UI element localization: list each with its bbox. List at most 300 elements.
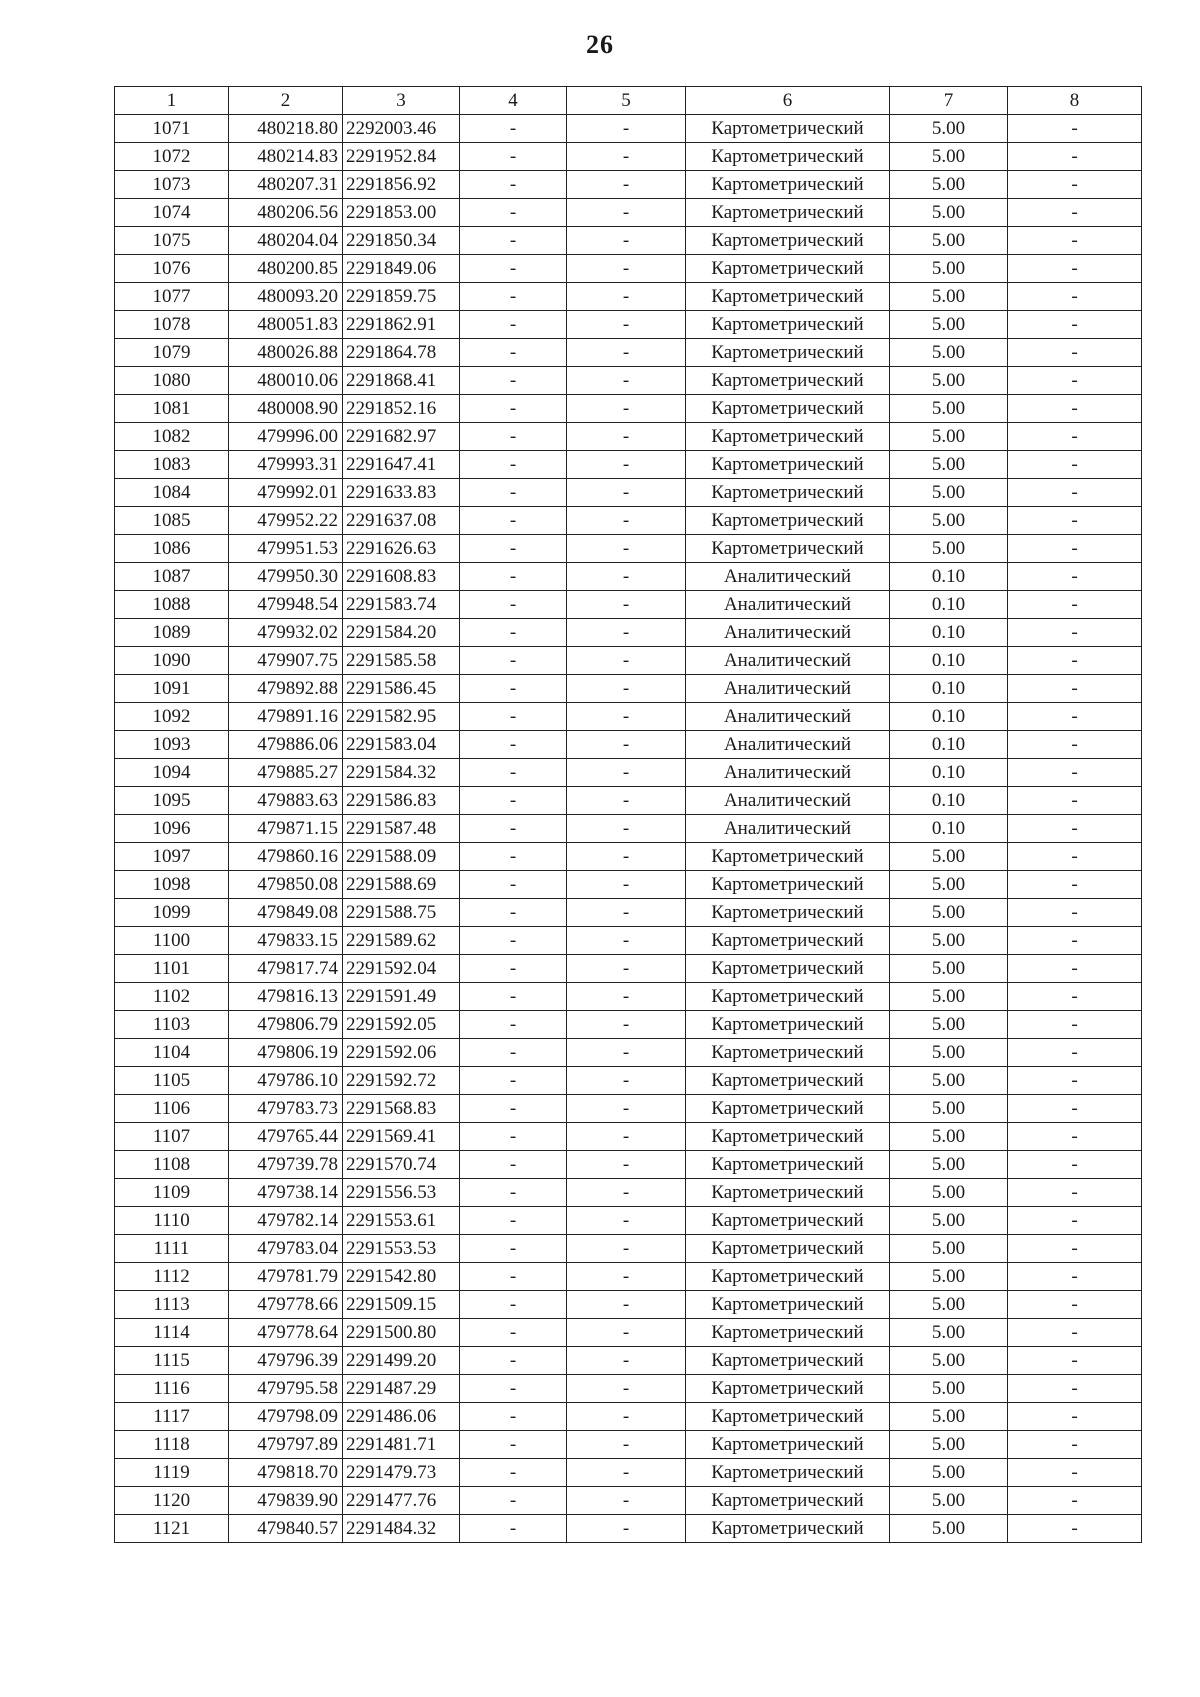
cell-y-coordinate: 2291583.74 bbox=[343, 591, 460, 619]
cell-col-4: - bbox=[460, 591, 567, 619]
cell-x-coordinate: 479996.00 bbox=[229, 423, 343, 451]
cell-accuracy: 0.10 bbox=[890, 759, 1008, 787]
cell-point-number: 1091 bbox=[115, 675, 229, 703]
cell-x-coordinate: 479817.74 bbox=[229, 955, 343, 983]
cell-x-coordinate: 480204.04 bbox=[229, 227, 343, 255]
cell-point-number: 1119 bbox=[115, 1459, 229, 1487]
cell-method: Картометрический bbox=[686, 171, 890, 199]
cell-y-coordinate: 2291626.63 bbox=[343, 535, 460, 563]
cell-col-8: - bbox=[1008, 1235, 1142, 1263]
table-row bbox=[115, 1487, 1142, 1515]
cell-method: Аналитический bbox=[686, 647, 890, 675]
cell-accuracy: 5.00 bbox=[890, 1095, 1008, 1123]
cell-col-8: - bbox=[1008, 423, 1142, 451]
cell-y-coordinate: 2291592.72 bbox=[343, 1067, 460, 1095]
cell-accuracy: 5.00 bbox=[890, 955, 1008, 983]
cell-method: Картометрический bbox=[686, 535, 890, 563]
cell-accuracy: 5.00 bbox=[890, 367, 1008, 395]
cell-col-8: - bbox=[1008, 1179, 1142, 1207]
cell-accuracy: 5.00 bbox=[890, 1207, 1008, 1235]
cell-y-coordinate: 2291584.32 bbox=[343, 759, 460, 787]
cell-col-5: - bbox=[567, 927, 686, 955]
cell-col-4: - bbox=[460, 871, 567, 899]
cell-method: Аналитический bbox=[686, 703, 890, 731]
table-row bbox=[115, 1347, 1142, 1375]
cell-method: Картометрический bbox=[686, 395, 890, 423]
table-row bbox=[115, 871, 1142, 899]
cell-col-4: - bbox=[460, 731, 567, 759]
cell-y-coordinate: 2291856.92 bbox=[343, 171, 460, 199]
cell-point-number: 1082 bbox=[115, 423, 229, 451]
cell-method: Картометрический bbox=[686, 367, 890, 395]
cell-accuracy: 5.00 bbox=[890, 1179, 1008, 1207]
cell-col-4: - bbox=[460, 1235, 567, 1263]
header-cell-method: 6 bbox=[686, 87, 890, 115]
cell-accuracy: 5.00 bbox=[890, 507, 1008, 535]
cell-method: Картометрический bbox=[686, 283, 890, 311]
cell-col-4: - bbox=[460, 1375, 567, 1403]
cell-col-8: - bbox=[1008, 731, 1142, 759]
cell-col-4: - bbox=[460, 1123, 567, 1151]
cell-col-5: - bbox=[567, 115, 686, 143]
cell-y-coordinate: 2291592.04 bbox=[343, 955, 460, 983]
cell-method: Картометрический bbox=[686, 1179, 890, 1207]
cell-x-coordinate: 479860.16 bbox=[229, 843, 343, 871]
cell-accuracy: 0.10 bbox=[890, 563, 1008, 591]
cell-method: Картометрический bbox=[686, 1095, 890, 1123]
cell-method: Картометрический bbox=[686, 955, 890, 983]
cell-col-5: - bbox=[567, 1207, 686, 1235]
cell-col-5: - bbox=[567, 1431, 686, 1459]
cell-col-5: - bbox=[567, 1403, 686, 1431]
cell-col-8: - bbox=[1008, 1207, 1142, 1235]
cell-y-coordinate: 2291633.83 bbox=[343, 479, 460, 507]
cell-accuracy: 5.00 bbox=[890, 423, 1008, 451]
cell-point-number: 1112 bbox=[115, 1263, 229, 1291]
cell-col-4: - bbox=[460, 311, 567, 339]
cell-point-number: 1073 bbox=[115, 171, 229, 199]
cell-col-8: - bbox=[1008, 675, 1142, 703]
cell-point-number: 1110 bbox=[115, 1207, 229, 1235]
cell-point-number: 1101 bbox=[115, 955, 229, 983]
cell-y-coordinate: 2291542.80 bbox=[343, 1263, 460, 1291]
cell-col-5: - bbox=[567, 1375, 686, 1403]
cell-method: Картометрический bbox=[686, 1235, 890, 1263]
cell-x-coordinate: 480026.88 bbox=[229, 339, 343, 367]
cell-x-coordinate: 480093.20 bbox=[229, 283, 343, 311]
cell-y-coordinate: 2291477.76 bbox=[343, 1487, 460, 1515]
cell-accuracy: 5.00 bbox=[890, 871, 1008, 899]
cell-x-coordinate: 480206.56 bbox=[229, 199, 343, 227]
header-cell-col-8: 8 bbox=[1008, 87, 1142, 115]
cell-accuracy: 5.00 bbox=[890, 199, 1008, 227]
cell-col-8: - bbox=[1008, 227, 1142, 255]
cell-col-5: - bbox=[567, 619, 686, 647]
cell-x-coordinate: 479948.54 bbox=[229, 591, 343, 619]
table-row bbox=[115, 1263, 1142, 1291]
cell-col-8: - bbox=[1008, 1011, 1142, 1039]
cell-col-5: - bbox=[567, 1291, 686, 1319]
cell-accuracy: 5.00 bbox=[890, 1123, 1008, 1151]
cell-method: Картометрический bbox=[686, 1319, 890, 1347]
cell-x-coordinate: 479886.06 bbox=[229, 731, 343, 759]
cell-col-5: - bbox=[567, 199, 686, 227]
table-row bbox=[115, 591, 1142, 619]
cell-y-coordinate: 2291952.84 bbox=[343, 143, 460, 171]
cell-col-8: - bbox=[1008, 1151, 1142, 1179]
cell-y-coordinate: 2291583.04 bbox=[343, 731, 460, 759]
cell-col-5: - bbox=[567, 507, 686, 535]
cell-col-5: - bbox=[567, 535, 686, 563]
cell-col-4: - bbox=[460, 1515, 567, 1543]
cell-col-8: - bbox=[1008, 1263, 1142, 1291]
cell-x-coordinate: 479797.89 bbox=[229, 1431, 343, 1459]
cell-col-8: - bbox=[1008, 171, 1142, 199]
cell-col-8: - bbox=[1008, 1459, 1142, 1487]
cell-accuracy: 5.00 bbox=[890, 1263, 1008, 1291]
cell-point-number: 1095 bbox=[115, 787, 229, 815]
cell-point-number: 1094 bbox=[115, 759, 229, 787]
cell-col-5: - bbox=[567, 955, 686, 983]
cell-method: Картометрический bbox=[686, 1487, 890, 1515]
cell-y-coordinate: 2291584.20 bbox=[343, 619, 460, 647]
cell-point-number: 1109 bbox=[115, 1179, 229, 1207]
cell-col-8: - bbox=[1008, 899, 1142, 927]
cell-point-number: 1081 bbox=[115, 395, 229, 423]
cell-col-8: - bbox=[1008, 1375, 1142, 1403]
cell-col-4: - bbox=[460, 1039, 567, 1067]
page-number: 26 bbox=[586, 30, 614, 59]
cell-col-5: - bbox=[567, 1319, 686, 1347]
cell-accuracy: 0.10 bbox=[890, 731, 1008, 759]
cell-col-8: - bbox=[1008, 255, 1142, 283]
cell-col-5: - bbox=[567, 647, 686, 675]
cell-col-5: - bbox=[567, 759, 686, 787]
cell-x-coordinate: 479783.04 bbox=[229, 1235, 343, 1263]
cell-accuracy: 5.00 bbox=[890, 1347, 1008, 1375]
cell-method: Картометрический bbox=[686, 115, 890, 143]
cell-x-coordinate: 479839.90 bbox=[229, 1487, 343, 1515]
cell-method: Картометрический bbox=[686, 479, 890, 507]
cell-col-4: - bbox=[460, 339, 567, 367]
cell-col-5: - bbox=[567, 227, 686, 255]
cell-method: Картометрический bbox=[686, 871, 890, 899]
cell-x-coordinate: 479782.14 bbox=[229, 1207, 343, 1235]
table-row bbox=[115, 1179, 1142, 1207]
cell-y-coordinate: 2291484.32 bbox=[343, 1515, 460, 1543]
cell-col-5: - bbox=[567, 1067, 686, 1095]
cell-col-5: - bbox=[567, 423, 686, 451]
cell-point-number: 1092 bbox=[115, 703, 229, 731]
cell-x-coordinate: 480218.80 bbox=[229, 115, 343, 143]
cell-col-4: - bbox=[460, 675, 567, 703]
cell-col-5: - bbox=[567, 1263, 686, 1291]
cell-x-coordinate: 479739.78 bbox=[229, 1151, 343, 1179]
cell-method: Аналитический bbox=[686, 787, 890, 815]
cell-col-4: - bbox=[460, 843, 567, 871]
cell-col-4: - bbox=[460, 1431, 567, 1459]
cell-y-coordinate: 2291499.20 bbox=[343, 1347, 460, 1375]
cell-col-4: - bbox=[460, 787, 567, 815]
cell-col-4: - bbox=[460, 395, 567, 423]
cell-col-8: - bbox=[1008, 1431, 1142, 1459]
cell-y-coordinate: 2291570.74 bbox=[343, 1151, 460, 1179]
table-row bbox=[115, 1235, 1142, 1263]
cell-y-coordinate: 2291568.83 bbox=[343, 1095, 460, 1123]
cell-method: Картометрический bbox=[686, 227, 890, 255]
cell-method: Аналитический bbox=[686, 759, 890, 787]
table-row bbox=[115, 451, 1142, 479]
cell-accuracy: 5.00 bbox=[890, 1011, 1008, 1039]
cell-y-coordinate: 2292003.46 bbox=[343, 115, 460, 143]
cell-x-coordinate: 480207.31 bbox=[229, 171, 343, 199]
cell-method: Картометрический bbox=[686, 1375, 890, 1403]
cell-col-8: - bbox=[1008, 535, 1142, 563]
cell-x-coordinate: 479738.14 bbox=[229, 1179, 343, 1207]
cell-x-coordinate: 479840.57 bbox=[229, 1515, 343, 1543]
cell-x-coordinate: 480200.85 bbox=[229, 255, 343, 283]
cell-accuracy: 5.00 bbox=[890, 1515, 1008, 1543]
cell-y-coordinate: 2291864.78 bbox=[343, 339, 460, 367]
cell-accuracy: 5.00 bbox=[890, 535, 1008, 563]
cell-x-coordinate: 479885.27 bbox=[229, 759, 343, 787]
cell-col-4: - bbox=[460, 1095, 567, 1123]
cell-accuracy: 0.10 bbox=[890, 703, 1008, 731]
cell-y-coordinate: 2291592.06 bbox=[343, 1039, 460, 1067]
cell-col-8: - bbox=[1008, 1515, 1142, 1543]
cell-x-coordinate: 479796.39 bbox=[229, 1347, 343, 1375]
cell-accuracy: 5.00 bbox=[890, 451, 1008, 479]
cell-col-5: - bbox=[567, 395, 686, 423]
cell-method: Картометрический bbox=[686, 143, 890, 171]
table-body bbox=[115, 115, 1142, 1543]
cell-y-coordinate: 2291859.75 bbox=[343, 283, 460, 311]
cell-col-8: - bbox=[1008, 619, 1142, 647]
cell-method: Аналитический bbox=[686, 619, 890, 647]
cell-col-4: - bbox=[460, 815, 567, 843]
cell-accuracy: 5.00 bbox=[890, 115, 1008, 143]
cell-accuracy: 0.10 bbox=[890, 787, 1008, 815]
cell-col-4: - bbox=[460, 1291, 567, 1319]
cell-point-number: 1104 bbox=[115, 1039, 229, 1067]
cell-x-coordinate: 479778.66 bbox=[229, 1291, 343, 1319]
cell-point-number: 1086 bbox=[115, 535, 229, 563]
cell-point-number: 1080 bbox=[115, 367, 229, 395]
cell-point-number: 1113 bbox=[115, 1291, 229, 1319]
cell-y-coordinate: 2291591.49 bbox=[343, 983, 460, 1011]
cell-method: Картометрический bbox=[686, 311, 890, 339]
cell-col-4: - bbox=[460, 955, 567, 983]
table-row bbox=[115, 1123, 1142, 1151]
cell-method: Картометрический bbox=[686, 843, 890, 871]
cell-accuracy: 5.00 bbox=[890, 1151, 1008, 1179]
cell-accuracy: 5.00 bbox=[890, 311, 1008, 339]
cell-accuracy: 0.10 bbox=[890, 591, 1008, 619]
cell-accuracy: 0.10 bbox=[890, 675, 1008, 703]
cell-y-coordinate: 2291853.00 bbox=[343, 199, 460, 227]
cell-x-coordinate: 479765.44 bbox=[229, 1123, 343, 1151]
cell-point-number: 1085 bbox=[115, 507, 229, 535]
cell-col-5: - bbox=[567, 367, 686, 395]
cell-col-4: - bbox=[460, 451, 567, 479]
cell-accuracy: 5.00 bbox=[890, 283, 1008, 311]
table-row bbox=[115, 1403, 1142, 1431]
table-row bbox=[115, 423, 1142, 451]
cell-y-coordinate: 2291637.08 bbox=[343, 507, 460, 535]
cell-accuracy: 5.00 bbox=[890, 1039, 1008, 1067]
cell-method: Картометрический bbox=[686, 255, 890, 283]
cell-x-coordinate: 479891.16 bbox=[229, 703, 343, 731]
cell-col-5: - bbox=[567, 1095, 686, 1123]
cell-col-5: - bbox=[567, 1179, 686, 1207]
cell-accuracy: 5.00 bbox=[890, 1375, 1008, 1403]
cell-method: Картометрический bbox=[686, 1431, 890, 1459]
cell-point-number: 1108 bbox=[115, 1151, 229, 1179]
cell-col-4: - bbox=[460, 423, 567, 451]
table-row bbox=[115, 115, 1142, 143]
cell-y-coordinate: 2291481.71 bbox=[343, 1431, 460, 1459]
table-row bbox=[115, 311, 1142, 339]
cell-point-number: 1099 bbox=[115, 899, 229, 927]
cell-method: Картометрический bbox=[686, 1067, 890, 1095]
cell-accuracy: 5.00 bbox=[890, 1487, 1008, 1515]
cell-y-coordinate: 2291588.75 bbox=[343, 899, 460, 927]
cell-x-coordinate: 480214.83 bbox=[229, 143, 343, 171]
cell-col-4: - bbox=[460, 199, 567, 227]
header-cell-point-number: 1 bbox=[115, 87, 229, 115]
cell-col-5: - bbox=[567, 983, 686, 1011]
cell-col-5: - bbox=[567, 731, 686, 759]
cell-col-4: - bbox=[460, 255, 567, 283]
cell-col-4: - bbox=[460, 171, 567, 199]
cell-col-4: - bbox=[460, 563, 567, 591]
cell-y-coordinate: 2291479.73 bbox=[343, 1459, 460, 1487]
cell-x-coordinate: 480010.06 bbox=[229, 367, 343, 395]
cell-accuracy: 5.00 bbox=[890, 479, 1008, 507]
cell-method: Аналитический bbox=[686, 815, 890, 843]
cell-col-5: - bbox=[567, 311, 686, 339]
cell-y-coordinate: 2291582.95 bbox=[343, 703, 460, 731]
cell-accuracy: 5.00 bbox=[890, 899, 1008, 927]
table-row bbox=[115, 815, 1142, 843]
cell-col-4: - bbox=[460, 1263, 567, 1291]
cell-col-4: - bbox=[460, 1151, 567, 1179]
cell-x-coordinate: 479849.08 bbox=[229, 899, 343, 927]
cell-col-5: - bbox=[567, 815, 686, 843]
cell-col-8: - bbox=[1008, 1347, 1142, 1375]
cell-y-coordinate: 2291868.41 bbox=[343, 367, 460, 395]
cell-col-5: - bbox=[567, 339, 686, 367]
table-row bbox=[115, 899, 1142, 927]
cell-col-5: - bbox=[567, 1039, 686, 1067]
table-row bbox=[115, 1039, 1142, 1067]
cell-x-coordinate: 479850.08 bbox=[229, 871, 343, 899]
cell-col-8: - bbox=[1008, 479, 1142, 507]
cell-x-coordinate: 479871.15 bbox=[229, 815, 343, 843]
cell-col-4: - bbox=[460, 1347, 567, 1375]
cell-col-5: - bbox=[567, 1347, 686, 1375]
cell-point-number: 1102 bbox=[115, 983, 229, 1011]
cell-col-4: - bbox=[460, 479, 567, 507]
cell-point-number: 1106 bbox=[115, 1095, 229, 1123]
table-row bbox=[115, 1291, 1142, 1319]
cell-y-coordinate: 2291588.09 bbox=[343, 843, 460, 871]
cell-col-8: - bbox=[1008, 647, 1142, 675]
cell-col-4: - bbox=[460, 535, 567, 563]
cell-method: Аналитический bbox=[686, 563, 890, 591]
table-row bbox=[115, 1011, 1142, 1039]
cell-method: Картометрический bbox=[686, 1291, 890, 1319]
cell-point-number: 1077 bbox=[115, 283, 229, 311]
cell-y-coordinate: 2291556.53 bbox=[343, 1179, 460, 1207]
cell-point-number: 1096 bbox=[115, 815, 229, 843]
cell-y-coordinate: 2291509.15 bbox=[343, 1291, 460, 1319]
table-row bbox=[115, 199, 1142, 227]
cell-point-number: 1076 bbox=[115, 255, 229, 283]
cell-col-8: - bbox=[1008, 311, 1142, 339]
cell-x-coordinate: 479951.53 bbox=[229, 535, 343, 563]
cell-x-coordinate: 479883.63 bbox=[229, 787, 343, 815]
cell-col-4: - bbox=[460, 1011, 567, 1039]
table-row bbox=[115, 479, 1142, 507]
header-cell-x-coordinate: 2 bbox=[229, 87, 343, 115]
cell-point-number: 1072 bbox=[115, 143, 229, 171]
cell-point-number: 1115 bbox=[115, 1347, 229, 1375]
cell-col-8: - bbox=[1008, 451, 1142, 479]
cell-point-number: 1103 bbox=[115, 1011, 229, 1039]
cell-y-coordinate: 2291487.29 bbox=[343, 1375, 460, 1403]
cell-point-number: 1116 bbox=[115, 1375, 229, 1403]
table-row bbox=[115, 983, 1142, 1011]
cell-col-8: - bbox=[1008, 339, 1142, 367]
cell-col-8: - bbox=[1008, 1319, 1142, 1347]
cell-x-coordinate: 479992.01 bbox=[229, 479, 343, 507]
table-row bbox=[115, 535, 1142, 563]
table-row bbox=[115, 171, 1142, 199]
cell-accuracy: 5.00 bbox=[890, 983, 1008, 1011]
cell-col-5: - bbox=[567, 255, 686, 283]
table-row bbox=[115, 927, 1142, 955]
cell-col-5: - bbox=[567, 1487, 686, 1515]
cell-col-8: - bbox=[1008, 843, 1142, 871]
table-row bbox=[115, 283, 1142, 311]
cell-method: Картометрический bbox=[686, 1459, 890, 1487]
cell-col-8: - bbox=[1008, 1403, 1142, 1431]
cell-accuracy: 5.00 bbox=[890, 927, 1008, 955]
cell-y-coordinate: 2291647.41 bbox=[343, 451, 460, 479]
cell-x-coordinate: 479806.79 bbox=[229, 1011, 343, 1039]
cell-x-coordinate: 479892.88 bbox=[229, 675, 343, 703]
cell-accuracy: 5.00 bbox=[890, 1235, 1008, 1263]
cell-point-number: 1083 bbox=[115, 451, 229, 479]
cell-accuracy: 0.10 bbox=[890, 647, 1008, 675]
cell-method: Картометрический bbox=[686, 1039, 890, 1067]
cell-col-8: - bbox=[1008, 507, 1142, 535]
cell-y-coordinate: 2291589.62 bbox=[343, 927, 460, 955]
cell-col-5: - bbox=[567, 479, 686, 507]
cell-x-coordinate: 479993.31 bbox=[229, 451, 343, 479]
cell-method: Картометрический bbox=[686, 1123, 890, 1151]
header-cell-col-5: 5 bbox=[567, 87, 686, 115]
cell-col-5: - bbox=[567, 283, 686, 311]
cell-x-coordinate: 479798.09 bbox=[229, 1403, 343, 1431]
cell-col-4: - bbox=[460, 143, 567, 171]
cell-accuracy: 5.00 bbox=[890, 255, 1008, 283]
table-row bbox=[115, 647, 1142, 675]
cell-accuracy: 5.00 bbox=[890, 143, 1008, 171]
table-row bbox=[115, 843, 1142, 871]
cell-x-coordinate: 479952.22 bbox=[229, 507, 343, 535]
